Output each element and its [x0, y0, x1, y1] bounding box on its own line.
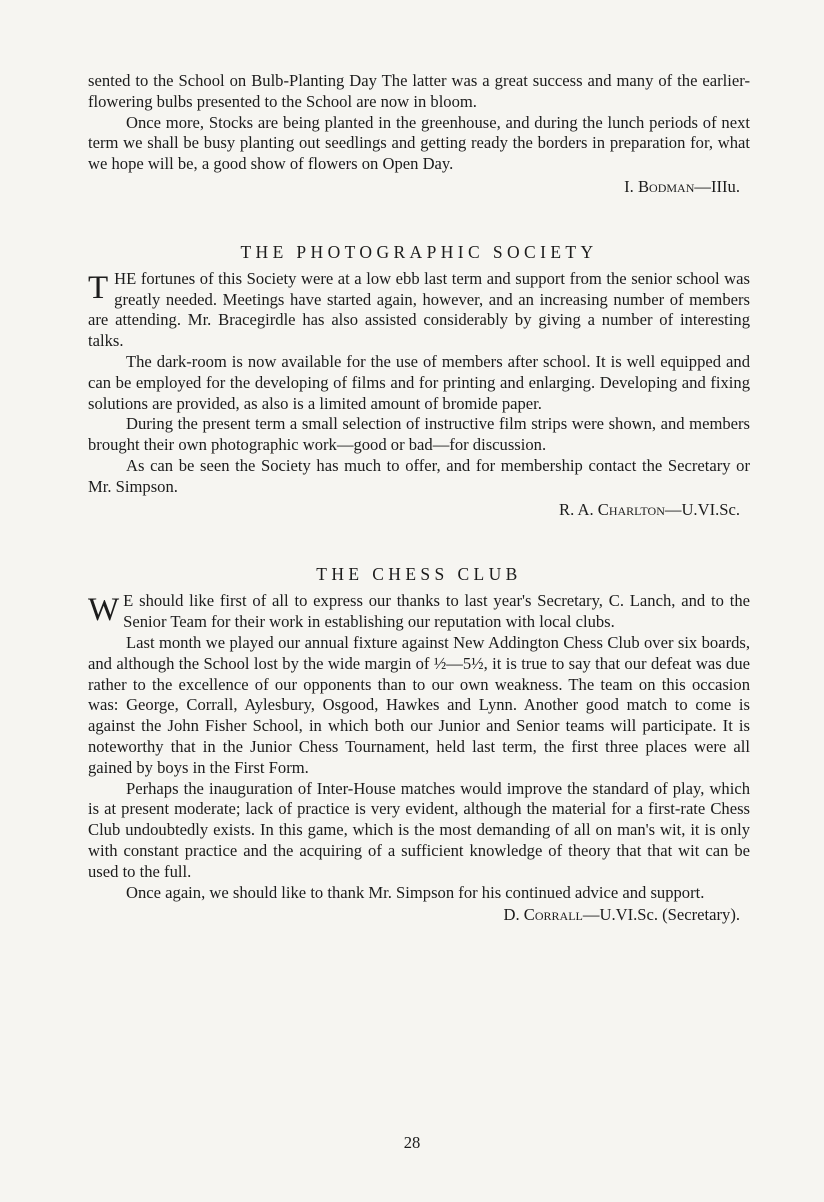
photographic-paragraph-3: During the present term a small selection of instructive film strips were shown, and members brought their own photographic work—good or bad—for discussion.: [88, 414, 750, 455]
chess-club-section: [88, 563, 750, 926]
intro-paragraph-1: sented to the School on Bulb-Planting Day The latter was a great success and many of the earlier-flowering bulbs presented to the School are now in bloom.: [88, 71, 750, 111]
chess-signature: [88, 905, 750, 926]
chess-signature-suffix: —U.VI.Sc. (Secretary).: [582, 905, 740, 925]
photographic-society-section: [88, 241, 750, 521]
chess-paragraph-2: Last month we played our annual fixture against New Addington Chess Club over six boards, and although the School lost by the wide margin of ½—5½, it is true to say that our defeat was due rather to the excellence of our opponents than to our own weakness. The team on this occasion was: George, Corrall, Aylesbury, Osgood, Hawkes and Lynn. Another good match to come is against the John Fisher School, in which both our Junior and Senior teams will participate. It is noteworthy that in the Junior Chess Tournament, held last term, the first three places were all gained by boys in the First Form.: [88, 632, 750, 777]
chess-paragraph-3: Perhaps the inauguration of Inter-House matches would improve the standard of play, which is at present moderate; lack of practice is very evident, although the material for a first-rate Chess Club undoubtedly exists. In this game, which is the most demanding of all on man's wit, it is only with constant practice and the acquiring of a sufficient knowledge of theory that that wit can be used to the full.: [88, 778, 750, 881]
chess-paragraph-4: Once again, we should like to thank Mr. Simpson for his continued advice and support.: [126, 882, 705, 902]
photographic-paragraph-2: The dark-room is now available for the use of members after school. It is well equipped and can be employed for the developing of films and for printing and enlarging. Developing and fixing solutions are provided, as also is a limited amount of bromide paper.: [88, 351, 750, 413]
intro-section: [88, 71, 750, 198]
page-number: 28: [403, 1133, 421, 1152]
intro-signature-name: I. Bodman: [624, 176, 695, 196]
intro-paragraph-2: Once more, Stocks are being planted in the greenhouse, and during the lunch periods of next term we shall be busy planting out seedlings and getting ready the borders in preparation for, what we hope will be, a good show of flowers on Open Day.: [88, 112, 750, 174]
chess-club-heading: THE CHESS CLUB: [316, 564, 522, 585]
photographic-paragraph-4: As can be seen the Society has much to offer, and for membership contact the Secretary or Mr. Simpson.: [88, 455, 750, 496]
photographic-paragraph-1: THE fortunes of this Society were at a low ebb last term and support from the senior school was greatly needed. Meetings have started again, however, and an increasing number of members are attending. Mr. Bracegirdle has also assisted considerably by giving a number of interesting talks.: [88, 268, 750, 351]
photographic-signature-suffix: —U.VI.Sc.: [664, 499, 740, 519]
photographic-signature-name: R. A. Charlton: [559, 499, 665, 519]
chess-signature-name: D. Corrall: [503, 905, 583, 925]
chess-paragraph-1: WE should like first of all to express our thanks to last year's Secretary, C. Lanch, and to the Senior Team for their work in establishing our reputation with local clubs.: [88, 591, 750, 632]
intro-signature: [88, 177, 750, 198]
photographic-society-heading: THE PHOTOGRAPHIC SOCIETY: [240, 241, 598, 262]
photographic-signature: [88, 500, 750, 521]
intro-signature-suffix: —IIIu.: [694, 176, 740, 196]
